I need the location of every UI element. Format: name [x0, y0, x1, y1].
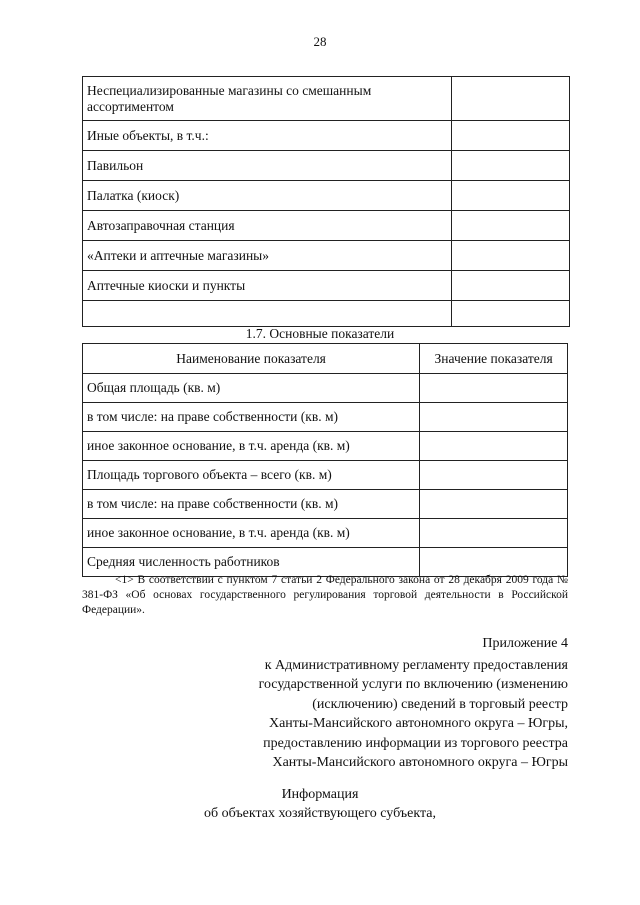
- appendix-line: (исключению) сведений в торговый реестр: [312, 696, 568, 712]
- table-cell: Общая площадь (кв. м): [83, 374, 420, 403]
- table-cell-value: [420, 432, 568, 461]
- table-cell: Иные объекты, в т.ч.:: [83, 121, 452, 151]
- table-cell-value: [451, 271, 569, 301]
- table-cell: в том числе: на праве собственности (кв. м): [83, 403, 420, 432]
- table-row: [83, 301, 570, 327]
- table-row: [83, 77, 570, 121]
- table-cell: Палатка (киоск): [83, 181, 452, 211]
- table-row: [83, 519, 568, 548]
- table-cell: Аптечные киоски и пункты: [83, 271, 452, 301]
- table-cell: в том числе: на праве собственности (кв. м): [83, 490, 420, 519]
- table-cell: [83, 301, 452, 327]
- info-title: Информация: [281, 787, 359, 802]
- table-row: [83, 211, 570, 241]
- table-cell-value: [451, 211, 569, 241]
- table-cell-value: [420, 403, 568, 432]
- appendix-title: Приложение 4: [482, 636, 568, 651]
- table-row: [83, 432, 568, 461]
- table-row: [83, 490, 568, 519]
- table-row: [83, 181, 570, 211]
- footnote: <1> В соответствии с пунктом 7 статьи 2 Федерального закона от 28 декабря 2009 года № 381-ФЗ «Об основах государственного регулирования торговой деятельности в Российской Федерации».: [82, 574, 568, 616]
- appendix-block: [148, 634, 568, 773]
- appendix-line: к Административному регламенту предоставления: [264, 657, 568, 673]
- table-cell-value: [420, 374, 568, 403]
- table-header-row: [83, 344, 568, 374]
- table-row: [83, 121, 570, 151]
- table-cell-value: [420, 519, 568, 548]
- table-cell-value: [451, 77, 569, 121]
- table-row: [83, 241, 570, 271]
- table-cell-value: [451, 181, 569, 211]
- table-cell-value: [420, 461, 568, 490]
- table-cell: иное законное основание, в т.ч. аренда (кв. м): [83, 432, 420, 461]
- indicators-table: [82, 343, 568, 577]
- trade-objects-table: [82, 76, 570, 327]
- table-cell: Средняя численность работников: [83, 548, 420, 577]
- table-row: [83, 151, 570, 181]
- column-header-name: Наименование показателя: [83, 344, 420, 374]
- page-number: 28: [313, 34, 327, 49]
- table-cell-value: [451, 121, 569, 151]
- section-caption: 1.7. Основные показатели: [245, 326, 395, 341]
- appendix-line: Ханты-Мансийского автономного округа – Югры,: [268, 716, 568, 731]
- table-cell: иное законное основание, в т.ч. аренда (кв. м): [83, 519, 420, 548]
- table-cell: Автозаправочная станция: [83, 211, 452, 241]
- table-row: [83, 461, 568, 490]
- table-row: [83, 403, 568, 432]
- table-cell-value: [451, 151, 569, 181]
- appendix-line: государственной услуги по включению (изменению: [258, 677, 568, 692]
- table-cell: Павильон: [83, 151, 452, 181]
- table-cell: «Аптеки и аптечные магазины»: [83, 241, 452, 271]
- info-subtitle: об объектах хозяйствующего субъекта,: [204, 806, 436, 821]
- appendix-line: предоставлению информации из торгового реестра: [263, 735, 568, 751]
- table-row: [83, 374, 568, 403]
- table-cell: Площадь торгового объекта – всего (кв. м): [83, 461, 420, 490]
- table-cell-value: [451, 301, 569, 327]
- table-cell-value: [451, 241, 569, 271]
- appendix-line: Ханты-Мансийского автономного округа – Югры: [272, 755, 568, 770]
- table-cell-value: [420, 490, 568, 519]
- table-cell: Неспециализированные магазины со смешанным ассортиментом: [83, 77, 452, 121]
- table-row: [83, 271, 570, 301]
- column-header-value: Значение показателя: [420, 344, 568, 374]
